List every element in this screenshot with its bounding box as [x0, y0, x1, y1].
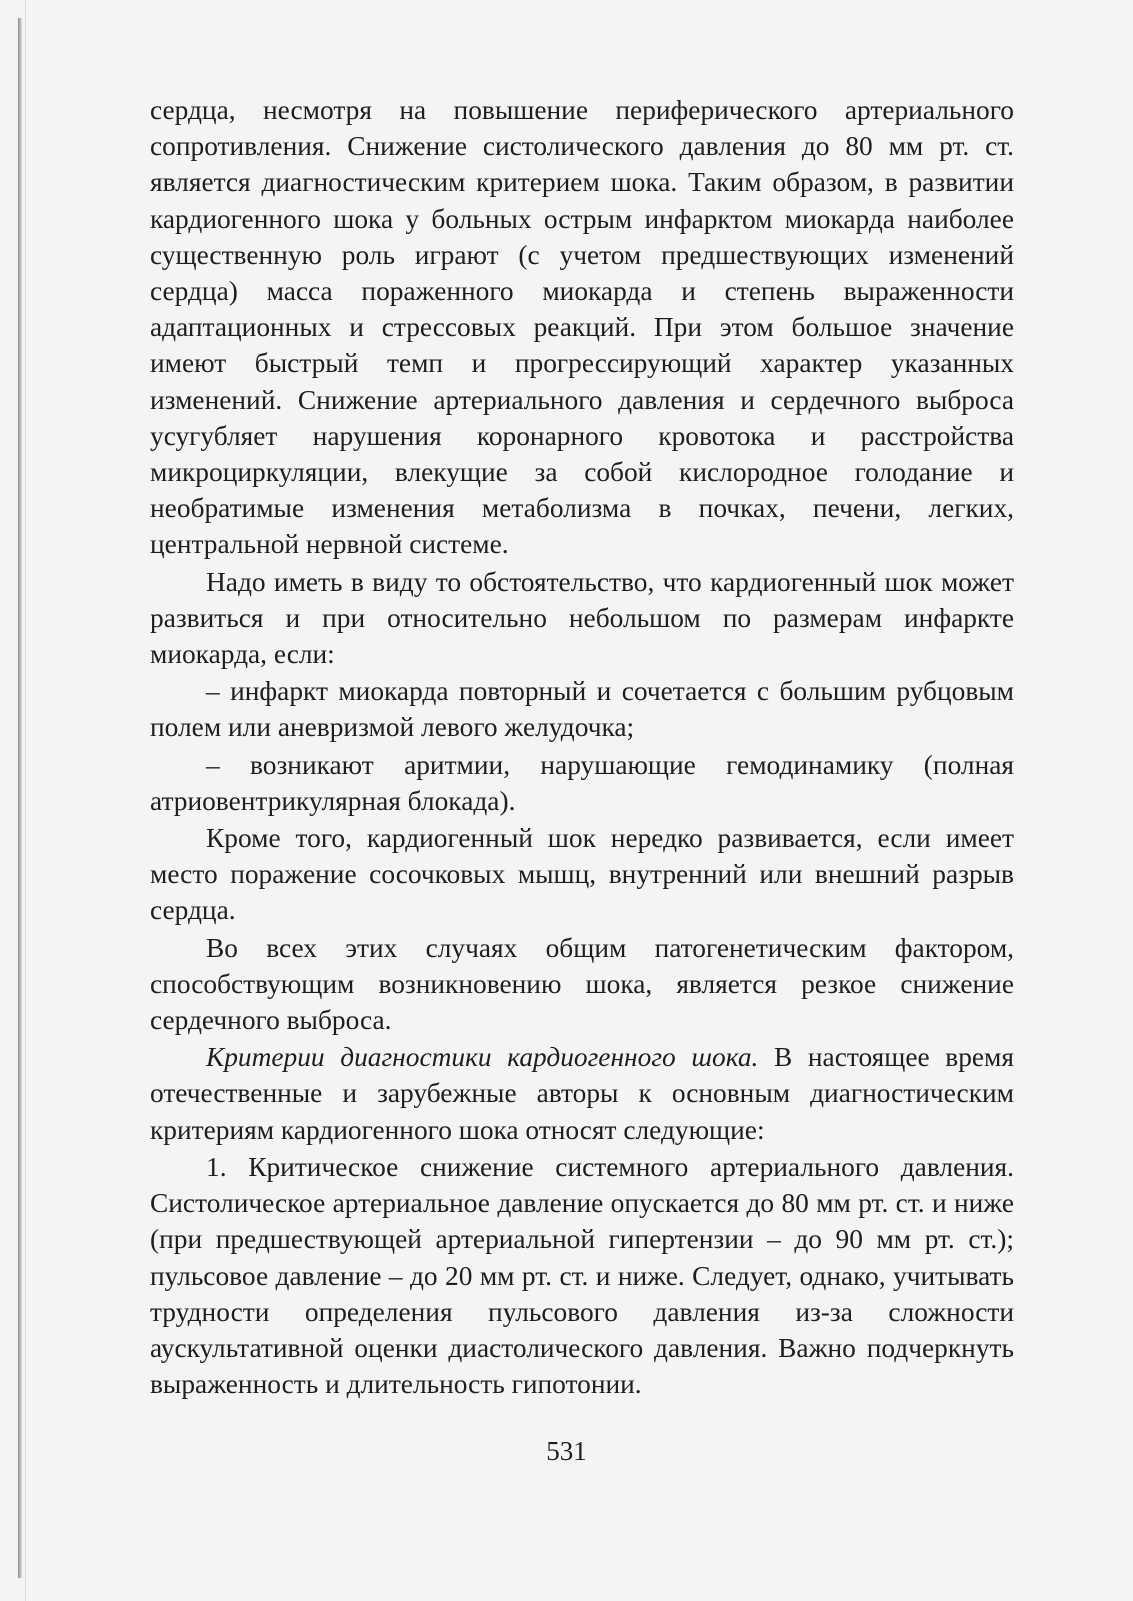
- paragraph-text: 1. Критическое снижение системного артериального давления. Систолическое артериальное давление опускается до 80 мм рт. ст. и ниже (при предшествующей артериальной гипертензии – до 90 мм рт. ст.); пульсовое давление – до 20 мм рт. ст. и ниже. Следует, однако, учитывать трудности определения пульсового давления из-за сложности аускультативной оценки диастолического давления. Важно подчеркнуть выраженность и длительность гипотонии.: [150, 1151, 1014, 1400]
- list-item-text: – инфаркт миокарда повторный и сочетается с большим рубцовым полем или аневризмой левого желудочка;: [150, 676, 1014, 743]
- paragraph-text: В настоящее время отечественные и зарубежные авторы к основным диагностическим критериям кардиогенного шока относят следующие:: [150, 1042, 1014, 1145]
- paragraph-text: сердца, несмотря на повышение периферического артериального сопротивления. Снижение систолического давления до 80 мм рт. ст. является диагностическим критерием шока. Таким образом, в развитии кардиогенного шока у больных острым инфарктом миокарда наиболее существенную роль играют (с учетом предшествующих изменений сердца) масса пораженного миокарда и степень выраженности адаптационных и стрессовых реакций. При этом большое значение имеют быстрый темп и прогрессирующий характер указанных изменений. Снижение артериального давления и сердечного выброса усугубляет нарушения коронарного кровотока и расстройства микроциркуляции, влекущие за собой кислородное голодание и необратимые изменения метаболизма в почках, печени, легких, центральной нервной системе.: [150, 95, 1014, 560]
- paragraph-diagnostic-criteria: [150, 1039, 1014, 1148]
- list-item-repeated-infarct: [150, 673, 1014, 745]
- paragraph-continuation: [150, 92, 1014, 563]
- list-item-arrhythmia: [150, 747, 1014, 819]
- page-binding-shadow: [18, 18, 22, 1578]
- page-binding-line: [25, 0, 26, 1601]
- book-page-body: [150, 92, 1014, 1402]
- paragraph-text: Надо иметь в виду то обстоятельство, что кардиогенный шок может развиться и при относительно небольшом по размерам инфаркте миокарда, если:: [150, 566, 1014, 670]
- italic-subheading: Критерии диагностики кардиогенного шока.: [206, 1042, 759, 1073]
- paragraph-small-infarct: [150, 564, 1014, 673]
- criterion-1-pressure-drop: [150, 1149, 1014, 1402]
- paragraph-pathogenetic-factor: [150, 930, 1014, 1039]
- paragraph-text: Во всех этих случаях общим патогенетическим фактором, способствующим возникновению шока, является резкое снижение сердечного выброса.: [150, 932, 1014, 1036]
- list-item-text: – возникают аритмии, нарушающие гемодинамику (полная атриовентрикулярная блокада).: [150, 749, 1014, 816]
- page-number: 531: [546, 1436, 587, 1466]
- paragraph-text: Кроме того, кардиогенный шок нередко развивается, если имеет место поражение сосочковых мышц, внутренний или внешний разрыв сердца.: [150, 823, 1014, 926]
- paragraph-papillary-rupture: [150, 820, 1014, 929]
